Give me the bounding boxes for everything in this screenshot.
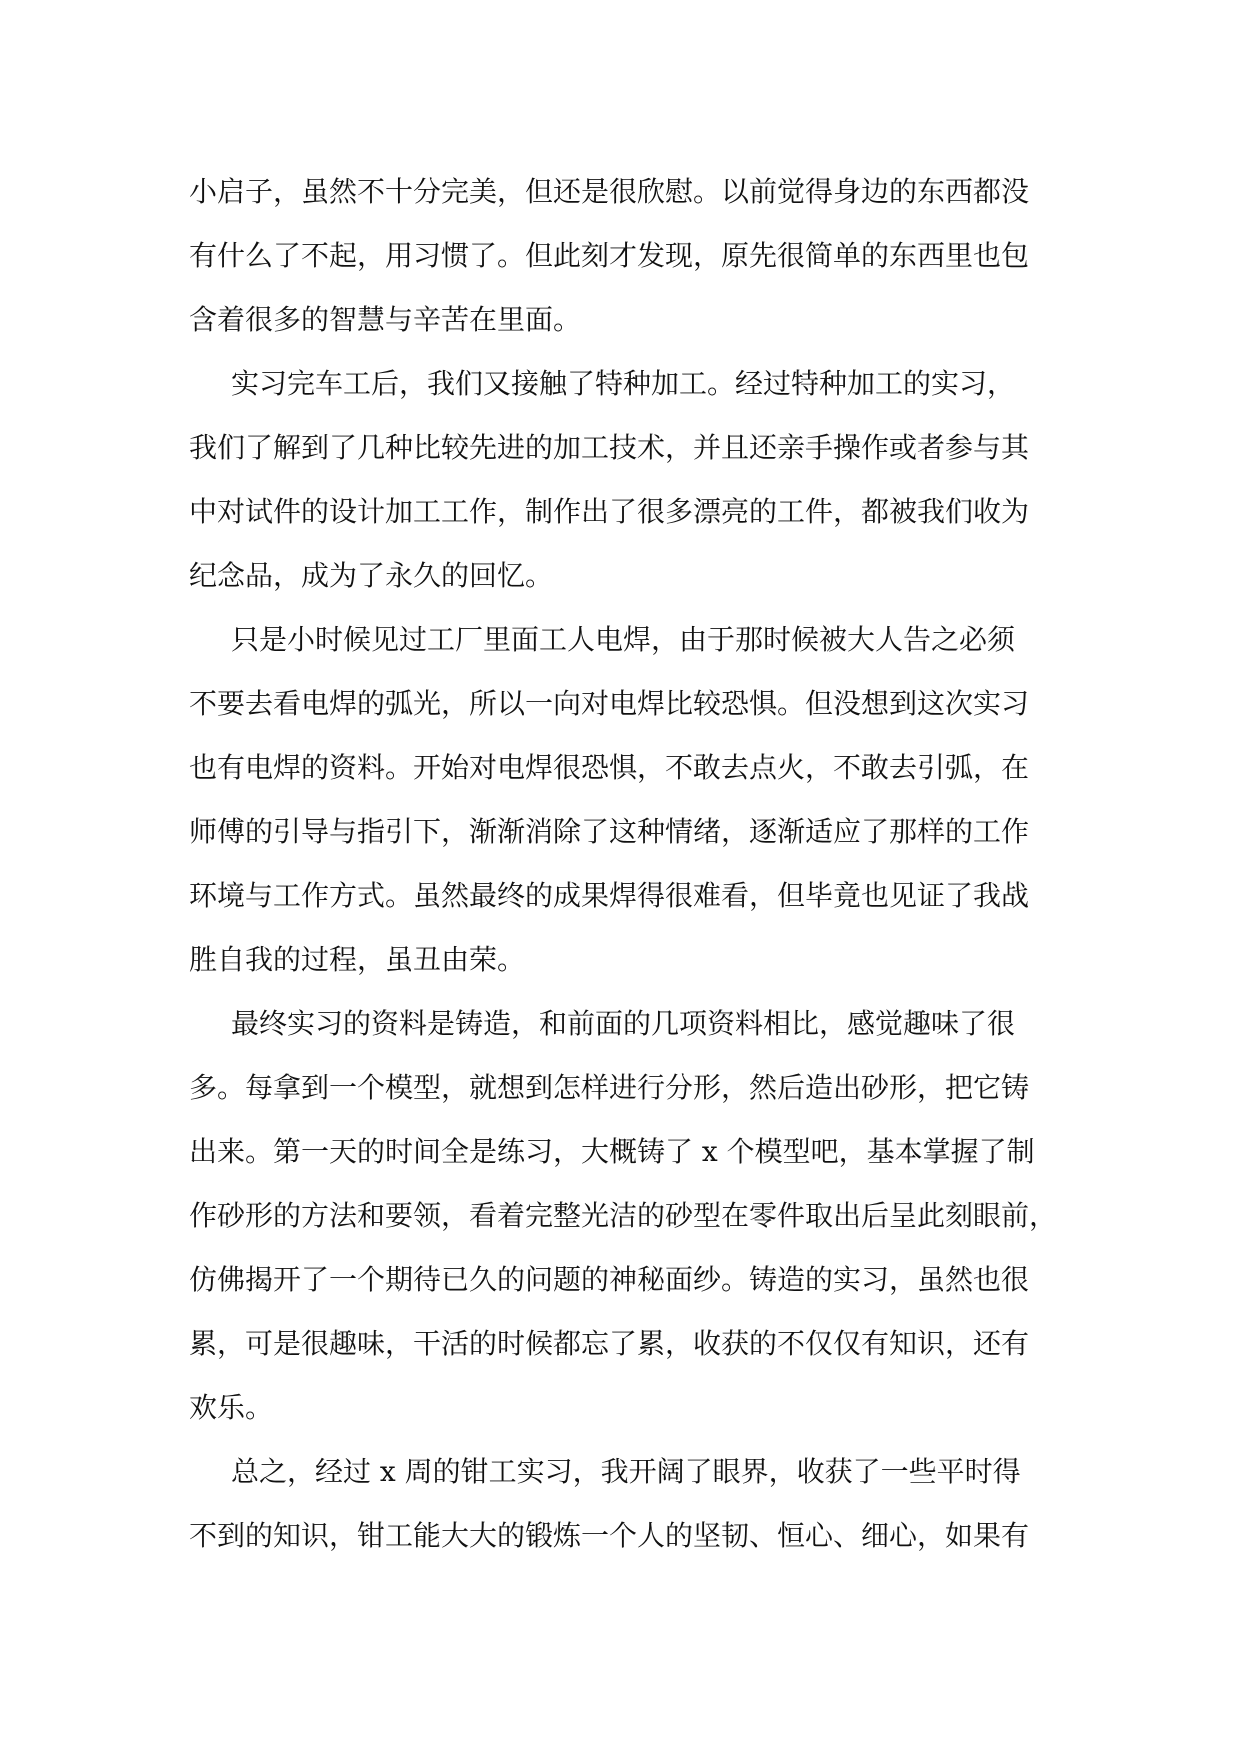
text-line: 有什么了不起，用习惯了。但此刻才发现，原先很简单的东西里也包: [189, 239, 1030, 272]
text-line: 只是小时候见过工厂里面工人电焊，由于那时候被大人告之必须: [231, 623, 1016, 656]
text-line: 总之，经过 x 周的钳工实习，我开阔了眼界，收获了一些平时得: [231, 1455, 1021, 1488]
text-line: 实习完车工后，我们又接触了特种加工。经过特种加工的实习，: [231, 367, 1016, 400]
text-line: 仿佛揭开了一个期待已久的问题的神秘面纱。铸造的实习，虽然也很: [189, 1263, 1030, 1296]
text-line: 我们了解到了几种比较先进的加工技术，并且还亲手操作或者参与其: [189, 431, 1030, 464]
text-line: 也有电焊的资料。开始对电焊很恐惧，不敢去点火，不敢去引弧，在: [189, 751, 1030, 784]
text-line: 多。每拿到一个模型，就想到怎样进行分形，然后造出砂形，把它铸: [189, 1071, 1030, 1104]
text-line: 胜自我的过程，虽丑由荣。: [189, 943, 526, 976]
text-line: 小启子，虽然不十分完美，但还是很欣慰。以前觉得身边的东西都没: [189, 175, 1030, 208]
paragraph-5: [189, 1440, 1051, 1568]
paragraph-3: [189, 608, 1051, 992]
paragraph-4: [189, 992, 1058, 1440]
paragraph-2: [189, 352, 1051, 608]
text-line: 含着很多的智慧与辛苦在里面。: [189, 303, 582, 336]
text-line: 环境与工作方式。虽然最终的成果焊得很难看，但毕竟也见证了我战: [189, 879, 1030, 912]
text-line: 中对试件的设计加工工作，制作出了很多漂亮的工件，都被我们收为: [189, 495, 1030, 528]
document-body: [189, 160, 1058, 1568]
paragraph-1: [189, 160, 1051, 352]
text-line: 最终实习的资料是铸造，和前面的几项资料相比，感觉趣味了很: [231, 1007, 1016, 1040]
text-line: 纪念品，成为了永久的回忆。: [189, 559, 554, 592]
text-line: 师傅的引导与指引下，渐渐消除了这种情绪，逐渐适应了那样的工作: [189, 815, 1030, 848]
text-line: 不要去看电焊的弧光，所以一向对电焊比较恐惧。但没想到这次实习: [189, 687, 1030, 720]
text-line: 不到的知识，钳工能大大的锻炼一个人的坚韧、恒心、细心，如果有: [189, 1519, 1030, 1552]
text-line: 出来。第一天的时间全是练习，大概铸了 x 个模型吧，基本掌握了制: [189, 1135, 1035, 1168]
text-line: 累，可是很趣味，干活的时候都忘了累，收获的不仅仅有知识，还有: [189, 1327, 1030, 1360]
text-line: 欢乐。: [189, 1391, 274, 1424]
text-line: 作砂形的方法和要领，看着完整光洁的砂型在零件取出后呈此刻眼前，: [189, 1199, 1058, 1232]
